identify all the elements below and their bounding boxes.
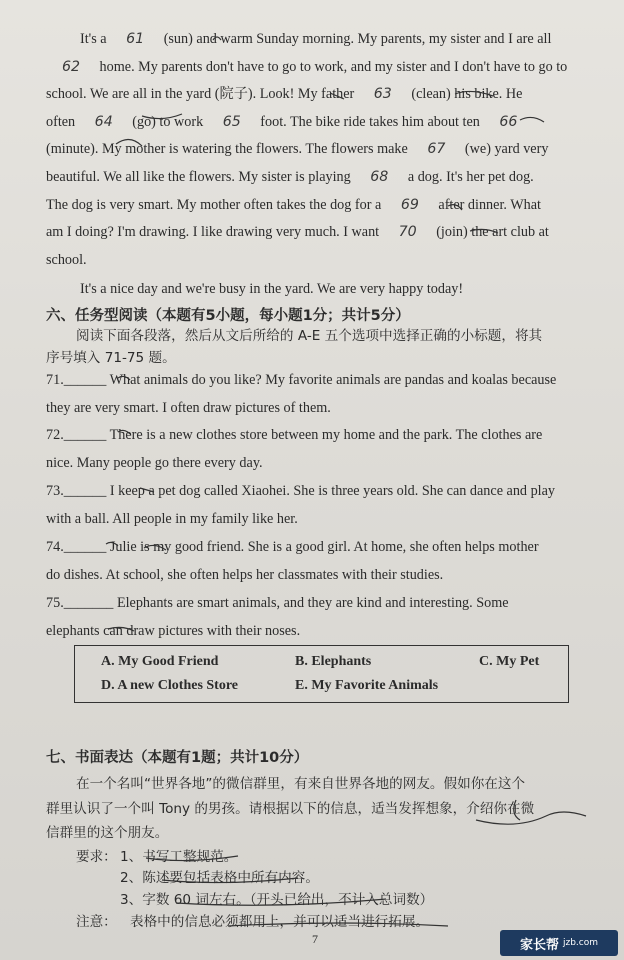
cloze-blank[interactable]: 65: [209, 109, 255, 137]
question-item: [46, 366, 591, 422]
cloze-line: 62 home. My parents don't have to go to work, and my sister and I don't have to go to: [46, 54, 586, 82]
cloze-blank[interactable]: 68: [356, 164, 402, 192]
question-item: [46, 421, 591, 477]
question-number: 75.: [46, 595, 64, 611]
answer-blank[interactable]: _______: [63, 595, 114, 611]
cloze-line: often 64 (go) to work 65 foot. The bike ride takes him about ten 66: [46, 109, 586, 137]
question-number: 71.: [46, 372, 64, 388]
question-number: 73.: [46, 483, 64, 499]
cloze-blank[interactable]: 70: [385, 219, 431, 247]
cloze-blank[interactable]: 62: [48, 54, 94, 82]
requirement-2: 2、陈述要包括表格中所有内容。: [120, 870, 319, 886]
section7-title: 七、书面表达（本题有1题；共计10分）: [46, 750, 309, 766]
section7-line-1: 在一个名叫“世界各地”的微信群里，有来自世界各地的网友。假如你在这个: [76, 776, 526, 792]
cloze-blank[interactable]: 69: [387, 192, 433, 220]
question-text: Julie is my good friend. She is a good girl. At home, she often helps mother: [106, 539, 539, 555]
question-line-1: [46, 533, 591, 561]
cloze-line: am I doing? I'm drawing. I like drawing very much. I want 70 (join) the art club at: [46, 219, 586, 247]
question-item: [46, 477, 591, 533]
cloze-blank[interactable]: 64: [81, 109, 127, 137]
site-watermark-logo[interactable]: [500, 930, 618, 956]
answer-blank[interactable]: ______: [63, 483, 107, 499]
question-text: What animals do you like? My favorite animals are pandas and koalas because: [106, 372, 557, 388]
question-number: 72.: [46, 427, 64, 443]
option-b: B. Elephants: [295, 654, 372, 669]
cloze-passage: [46, 26, 586, 274]
heading-options-box: [74, 645, 569, 703]
cloze-blank[interactable]: 67: [413, 136, 459, 164]
option-c: C. My Pet: [479, 654, 540, 669]
answer-blank[interactable]: ______: [63, 427, 107, 443]
option-e: E. My Favorite Animals: [295, 678, 439, 693]
answer-blank[interactable]: ______: [63, 539, 107, 555]
question-line-2: nice. Many people go there every day.: [46, 455, 263, 471]
question-item: [46, 589, 591, 645]
option-d: D. A new Clothes Store: [101, 678, 239, 693]
question-line-1: [46, 589, 591, 617]
section6-instruction-2: 序号填入 71-75 题。: [46, 350, 176, 366]
requirement-1: 1、书写工整规范。: [120, 849, 238, 865]
page-number: 7: [312, 932, 318, 946]
option-a: A. My Good Friend: [101, 654, 219, 669]
note-label: 注意：: [76, 914, 117, 930]
section7-line-2: 群里认识了一个叫 Tony 的男孩。请根据以下的信息，适当发挥想象，介绍你在微: [46, 801, 535, 817]
cloze-blank[interactable]: 61: [112, 26, 158, 54]
question-line-2: they are very smart. I often draw pictures of them.: [46, 400, 331, 416]
note-text: 表格中的信息必须都用上，并可以适当进行拓展。: [130, 914, 430, 930]
cloze-line: school. We are all in the yard (院子). Look! My father 63 (clean) his bike. He: [46, 81, 586, 109]
question-line-1: [46, 477, 591, 505]
section6-instruction-1: 阅读下面各段落，然后从文后所给的 A-E 五个选项中选择正确的小标题，将其: [76, 328, 543, 344]
question-line-2: elephants can draw pictures with their noses.: [46, 623, 301, 639]
question-number: 74.: [46, 539, 64, 555]
section6-title: 六、任务型阅读（本题有5小题，每小题1分；共计5分）: [46, 308, 410, 324]
question-line-2: with a ball. All people in my family like her.: [46, 511, 298, 527]
question-item: [46, 533, 591, 589]
question-line-1: [46, 366, 591, 394]
question-line-1: [46, 421, 591, 449]
cloze-line: school.: [46, 251, 87, 268]
cloze-closing: It's a nice day and we're busy in the yard. We are very happy today!: [80, 281, 464, 297]
watermark-domain: jzb.com: [562, 938, 599, 948]
cloze-blank[interactable]: 63: [360, 81, 406, 109]
watermark-name: 家长帮: [519, 937, 559, 953]
cloze-line: (minute). My mother is watering the flowers. The flowers make 67 (we) yard very: [46, 136, 586, 164]
question-line-2: do dishes. At school, she often helps her classmates with their studies.: [46, 567, 444, 583]
cloze-line: It's a 61 (sun) and warm Sunday morning. My parents, my sister and I are all: [46, 26, 586, 54]
question-text: I keep a pet dog called Xiaohei. She is three years old. She can dance and play: [106, 483, 556, 499]
question-text: There is a new clothes store between my home and the park. The clothes are: [106, 427, 543, 443]
answer-blank[interactable]: ______: [63, 372, 107, 388]
cloze-line: beautiful. We all like the flowers. My sister is playing 68 a dog. It's her pet dog.: [46, 164, 586, 192]
question-text: Elephants are smart animals, and they are kind and interesting. Some: [113, 595, 509, 611]
requirement-3: 3、字数 60 词左右。（开头已给出，不计入总词数）: [120, 892, 434, 908]
requirements-label: 要求：: [76, 849, 117, 865]
section7-line-3: 信群里的这个朋友。: [46, 825, 169, 841]
cloze-blank[interactable]: 66: [485, 109, 531, 137]
cloze-line: The dog is very smart. My mother often takes the dog for a 69 after dinner. What: [46, 192, 586, 220]
